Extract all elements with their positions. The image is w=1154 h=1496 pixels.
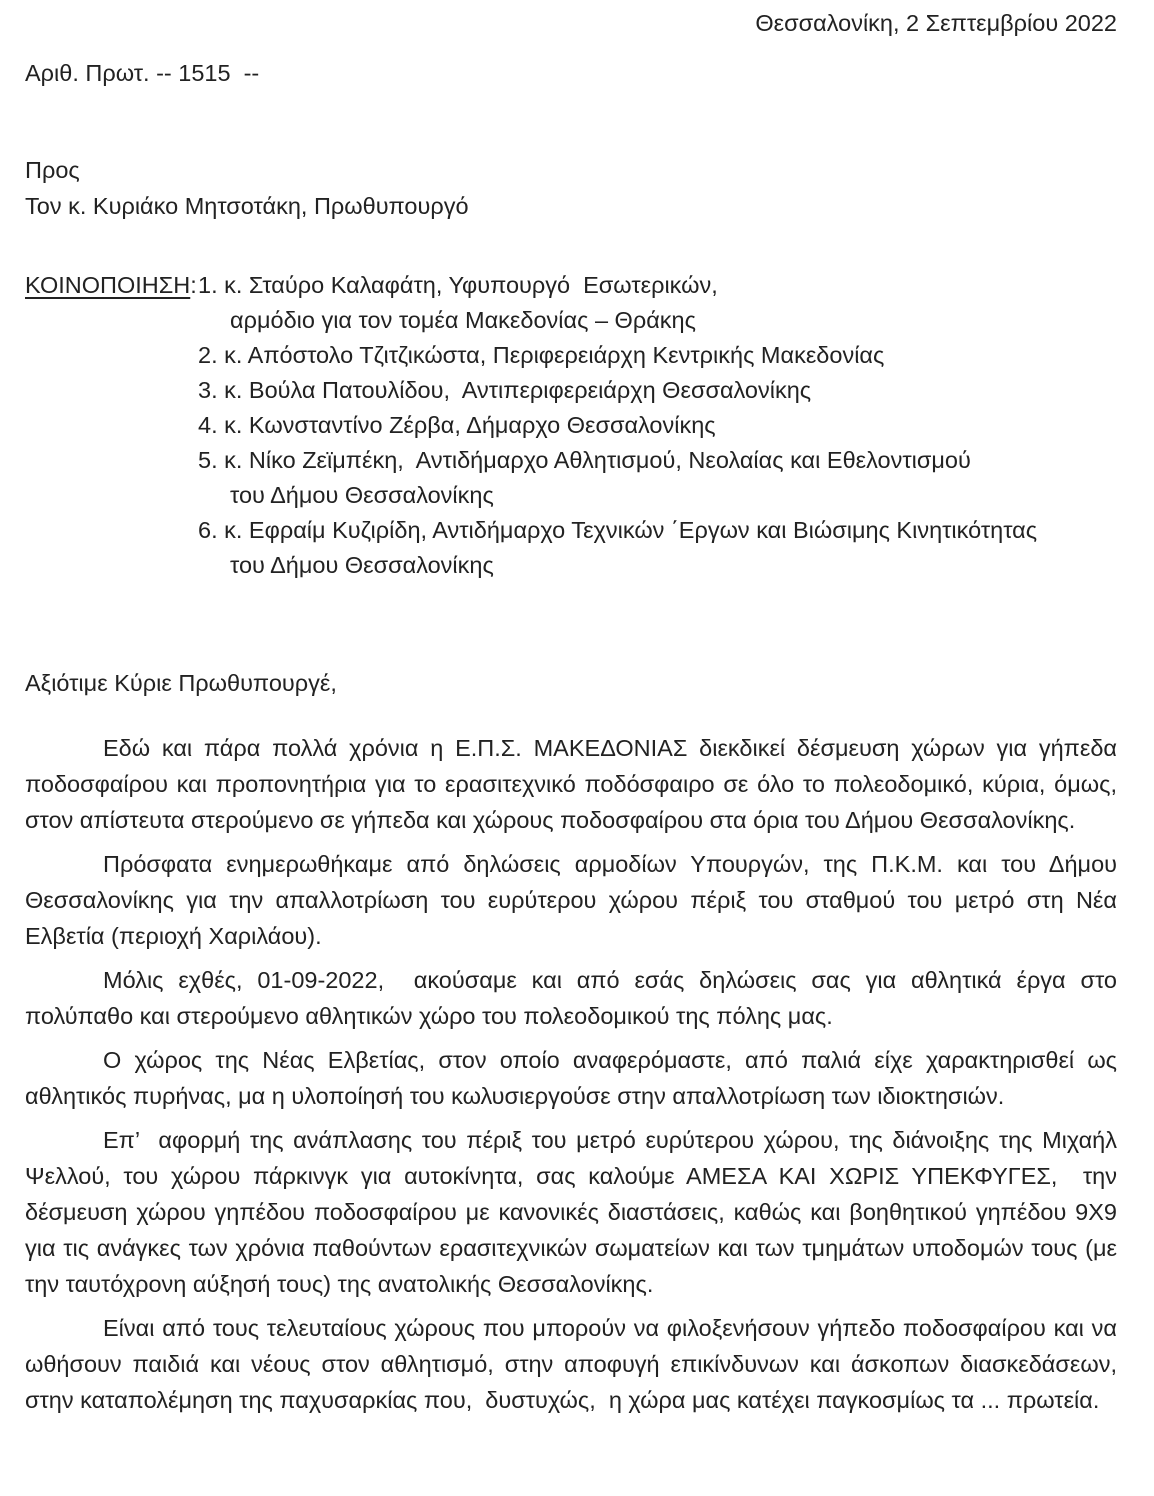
recipient-block — [25, 152, 1117, 224]
cc-item-4-line1: 4. κ. Κωνσταντίνο Ζέρβα, Δήμαρχο Θεσσαλονίκης — [198, 412, 716, 438]
to-recipient: Τον κ. Κυριάκο Μητσοτάκη, Πρωθυπουργό — [25, 193, 469, 219]
cc-item-6 — [198, 513, 1117, 583]
cc-item-5 — [198, 443, 1117, 513]
body-paragraph-1: Εδώ και πάρα πολλά χρόνια η Ε.Π.Σ. ΜΑΚΕΔΟΝΙΑΣ διεκδικεί δέσμευση χώρων για γήπεδα ποδοσφαίρου και προπονητήρια για το ερασιτεχνικό ποδόσφαιρο σε όλο το πολεοδομικό, κύρια, όμως, στον απίστευτα στερούμενο σε γήπεδα και χώρους ποδοσφαίρου στα όρια του Δήμου Θεσσαλονίκης. — [25, 735, 1131, 833]
cc-item-2 — [198, 338, 1117, 373]
cc-item-1 — [198, 268, 1117, 338]
cc-item-4 — [198, 408, 1117, 443]
cc-item-2-line1: 2. κ. Απόστολο Τζιτζικώστα, Περιφερειάρχη Κεντρικής Μακεδονίας — [198, 342, 885, 368]
cc-item-5-line1: 5. κ. Νίκο Ζεϊμπέκη, Αντιδήμαρχο Αθλητισμού, Νεολαίας και Εθελοντισμού — [198, 447, 971, 473]
body-paragraph-5: Επ’ αφορμή της ανάπλασης του πέριξ του μετρό ευρύτερου χώρου, της διάνοιξης της Μιχαήλ Ψελλού, του χώρου πάρκινγκ για αυτοκίνητα, σας καλούμε ΑΜΕΣΑ ΚΑΙ ΧΩΡΙΣ ΥΠΕΚΦΥΓΕΣ, την δέσμευση χώρου γηπέδου ποδοσφαίρου με κανονικές διαστάσεις, καθώς και βοηθητικού γηπέδου 9Χ9 για τις ανάγκες των χρόνια παθούντων ερασιτεχνικών σωματείων και των τμημάτων υποδομών τους (με την ταυτόχρονη αύξησή τους) της ανατολικής Θεσσαλονίκης. — [25, 1127, 1124, 1297]
cc-block — [25, 268, 1117, 583]
cc-item-5-line2: του Δήμου Θεσσαλονίκης — [230, 482, 494, 508]
date-line: Θεσσαλονίκη, 2 Σεπτεμβρίου 2022 — [755, 10, 1117, 36]
cc-item-1-line2: αρμόδιο για τον τομέα Μακεδονίας – Θράκης — [230, 307, 696, 333]
cc-list — [198, 268, 1117, 583]
protocol-number-line: Αριθ. Πρωτ. -- 1515 -- — [25, 60, 260, 86]
body-paragraph-6: Είναι από τους τελευταίους χώρους που μπορούν να φιλοξενήσουν γήπεδο ποδοσφαίρου και να ωθήσουν παιδιά και νέους στον αθλητισμό, στην αποφυγή επικίνδυνων και άσκοπων διασκεδάσεων, στην καταπολέμηση της παχυσαρκίας που, δυστυχώς, η χώρα μας κατέχει παγκοσμίως τα ... πρωτεία. — [25, 1315, 1124, 1413]
cc-item-1-line1: 1. κ. Σταύρο Καλαφάτη, Υφυπουργό Εσωτερικών, — [198, 272, 718, 298]
cc-label — [25, 268, 198, 303]
cc-label-text: ΚΟΙΝΟΠΟΙΗΣΗ — [25, 272, 191, 298]
body-paragraph-2: Πρόσφατα ενημερωθήκαμε από δηλώσεις αρμοδίων Υπουργών, της Π.Κ.Μ. και του Δήμου Θεσσαλονίκης για την απαλλοτρίωση του ευρύτερου χώρου πέριξ του σταθμού του μετρό στη Νέα Ελβετία (περιοχή Χαριλάου). — [25, 851, 1124, 949]
to-label: Προς — [25, 157, 80, 183]
cc-item-6-line1: 6. κ. Εφραίμ Κυζιρίδη, Αντιδήμαρχο Τεχνικών ΄Εργων και Βιώσιμης Κινητικότητας — [198, 517, 1038, 543]
body-paragraph-4: Ο χώρος της Νέας Ελβετίας, στον οποίο αναφερόμαστε, από παλιά είχε χαρακτηρισθεί ως αθλητικός πυρήνας, μα η υλοποίησή του κωλυσιεργούσε στην απαλλοτρίωση των ιδιοκτησιών. — [25, 1047, 1124, 1109]
letter-body — [25, 730, 1131, 1418]
cc-item-3-line1: 3. κ. Βούλα Πατουλίδου, Αντιπεριφερειάρχη Θεσσαλονίκης — [198, 377, 812, 403]
body-paragraph-3: Μόλις εχθές, 01-09-2022, ακούσαμε και από εσάς δηλώσεις σας για αθλητικά έργα στο πολύπαθο και στερούμενο αθλητικών χώρο του πολεοδομικού της πόλης μας. — [25, 967, 1124, 1029]
cc-label-colon: : — [190, 272, 197, 298]
cc-item-3 — [198, 373, 1117, 408]
cc-item-6-line2: του Δήμου Θεσσαλονίκης — [230, 552, 494, 578]
salutation: Αξιότιμε Κύριε Πρωθυπουργέ, — [25, 670, 337, 696]
